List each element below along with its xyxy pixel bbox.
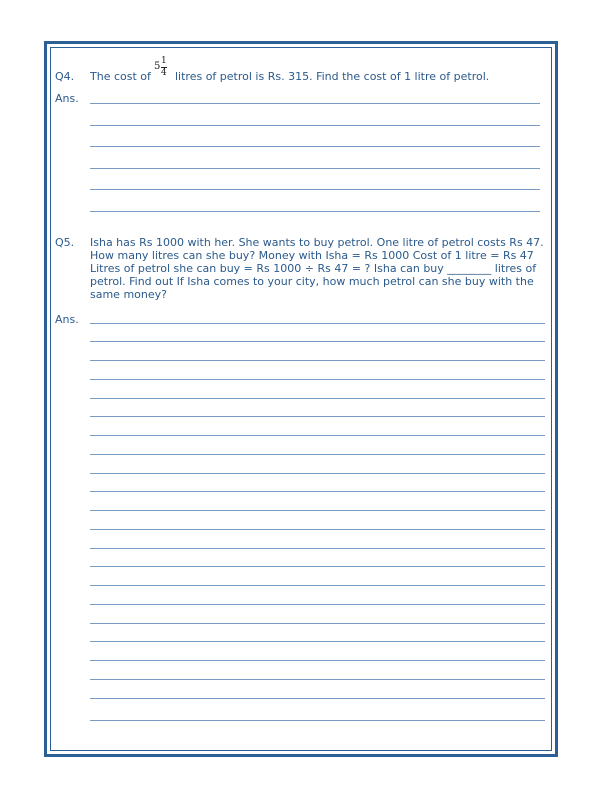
answer-line[interactable] — [90, 211, 540, 212]
q4-fraction-denominator: 4 — [161, 68, 167, 78]
answer-line[interactable] — [90, 189, 540, 190]
q5-line-3: Litres of petrol she can buy = Rs 1000 ÷ Rs 47 = ? Isha can buy ________ litres of — [90, 262, 537, 275]
q4-text-before: The cost of — [90, 70, 151, 83]
q5-number: Q5. — [55, 236, 75, 249]
answer-line[interactable] — [90, 604, 545, 605]
q4-mixed-fraction — [154, 56, 170, 80]
answer-line[interactable] — [90, 416, 545, 417]
answer-line[interactable] — [90, 379, 545, 380]
answer-line[interactable] — [90, 360, 545, 361]
q4-number: Q4. — [55, 70, 75, 83]
answer-line[interactable] — [90, 585, 545, 586]
answer-line[interactable] — [90, 623, 545, 624]
answer-line[interactable] — [90, 398, 545, 399]
q5-line-1: Isha has Rs 1000 with her. She wants to buy petrol. One litre of petrol costs Rs 47. — [90, 236, 544, 249]
q4-fraction-numerator: 1 — [161, 56, 167, 66]
answer-line[interactable] — [90, 125, 540, 126]
q4-text-after: litres of petrol is Rs. 315. Find the cost of 1 litre of petrol. — [175, 70, 490, 83]
answer-line[interactable] — [90, 720, 545, 721]
answer-line[interactable] — [90, 341, 545, 342]
answer-line[interactable] — [90, 548, 545, 549]
page-border-inner — [50, 47, 552, 751]
answer-line[interactable] — [90, 435, 545, 436]
q4-fraction-whole: 5 — [154, 61, 161, 72]
q5-line-4: petrol. Find out If Isha comes to your city, how much petrol can she buy with the — [90, 275, 534, 288]
answer-line[interactable] — [90, 566, 545, 567]
answer-line[interactable] — [90, 146, 540, 147]
answer-line[interactable] — [90, 698, 545, 699]
answer-line[interactable] — [90, 510, 545, 511]
q5-line-2: How many litres can she buy? Money with Isha = Rs 1000 Cost of 1 litre = Rs 47 — [90, 249, 534, 262]
answer-line[interactable] — [90, 168, 540, 169]
answer-line[interactable] — [90, 103, 540, 104]
answer-line[interactable] — [90, 473, 545, 474]
answer-line[interactable] — [90, 529, 545, 530]
answer-line[interactable] — [90, 679, 545, 680]
answer-line[interactable] — [90, 323, 545, 324]
answer-line[interactable] — [90, 660, 545, 661]
answer-line[interactable] — [90, 491, 545, 492]
answer-line[interactable] — [90, 454, 545, 455]
q5-ans-label: Ans. — [55, 313, 79, 326]
q4-ans-label: Ans. — [55, 92, 79, 105]
q5-line-5: same money? — [90, 288, 167, 301]
answer-line[interactable] — [90, 641, 545, 642]
